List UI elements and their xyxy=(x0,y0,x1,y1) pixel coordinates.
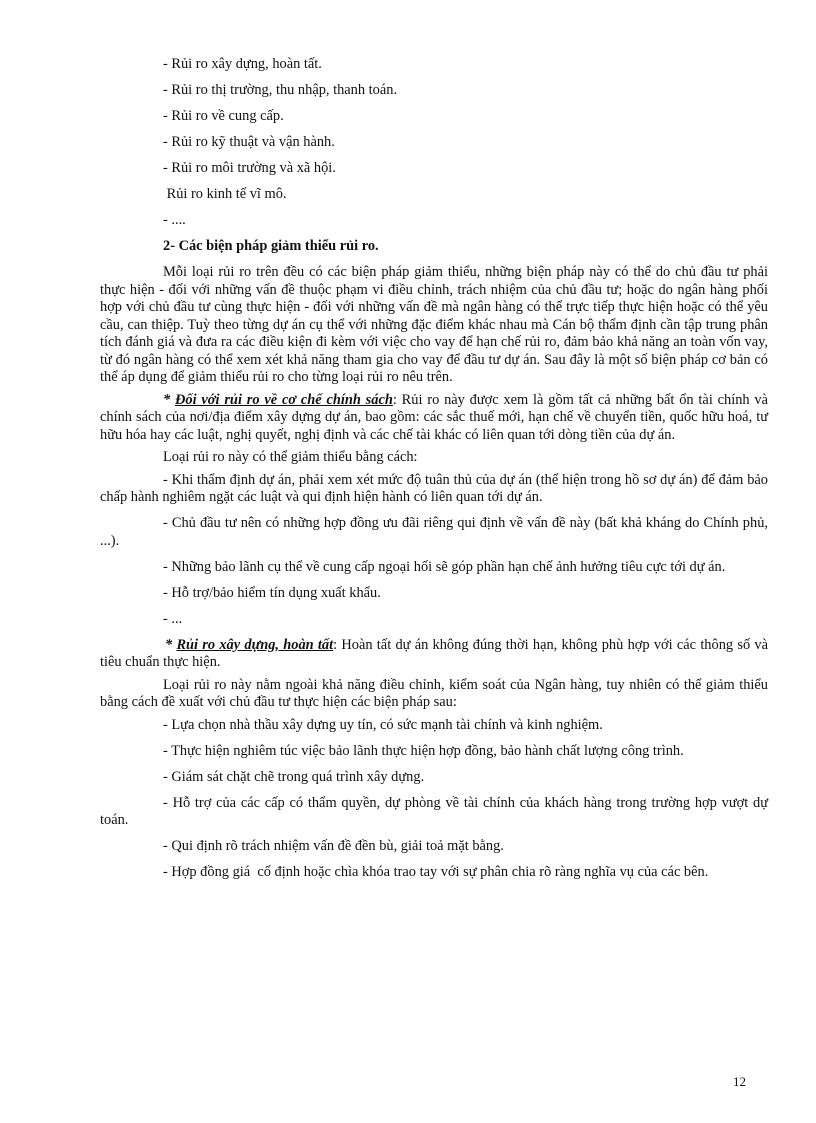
list-item: - ... xyxy=(163,610,183,627)
list-item: - Rủi ro xây dựng, hoàn tất. xyxy=(163,56,322,72)
policy-lead: Loại rủi ro này có thể giảm thiểu bằng cách: xyxy=(163,449,418,465)
page-number: 12 xyxy=(733,1074,746,1089)
list-item: - Hỗ trợ của các cấp có thẩm quyền, dự phòng về tài chính của khách hàng trong trường hợp vượt dự toán. xyxy=(100,794,768,828)
construction-paragraph xyxy=(100,637,768,672)
construction-title: Rủi ro xây dựng, hoàn tất xyxy=(176,636,334,653)
list-item: - Rủi ro về cung cấp. xyxy=(163,108,284,124)
list-item: - Qui định rõ trách nhiệm vấn đề đền bù, giải toả mặt bằng. xyxy=(163,838,504,854)
list-item: - Hỗ trợ/bảo hiểm tín dụng xuất khẩu. xyxy=(163,584,381,601)
policy-paragraph xyxy=(100,392,768,445)
list-item: - .... xyxy=(163,212,186,228)
construction-lead: Loại rủi ro này nằm ngoài khả năng điều chỉnh, kiểm soát của Ngân hàng, tuy nhiên có thể giảm thiểu bằng cách đề xuất với chủ đầu tư thực hiện các biện pháp sau: xyxy=(100,676,768,710)
list-item: - Rủi ro kỹ thuật và vận hành. xyxy=(163,134,335,150)
policy-text: Rủi ro này được xem là gồm tất cả những bất ổn tài chính và chính sách của nơi/địa điểm xây dựng dự án, bao gồm: các sắc thuế mới, hạn chế về chuyển tiền, quốc hữu hoá, tư hữu hóa hay các luật, nghị quyết, nghị định và các chế tài khác có liên quan tới dòng tiền của dự án. xyxy=(100,391,768,443)
section-heading: 2- Các biện pháp giảm thiểu rủi ro. xyxy=(163,238,379,254)
list-item: - Chủ đầu tư nên có những hợp đồng ưu đãi riêng qui định về vấn đề này (bất khả kháng do Chính phủ, ...). xyxy=(100,515,768,549)
intro-paragraph: Mỗi loại rủi ro trên đều có các biện pháp giảm thiểu, những biện pháp này có thể do chủ đầu tư phải thực hiện - đối với những vấn đề thuộc phạm vi điều chỉnh, trách nhiệm của chủ đầu tư; hoặc do ngân hàng phối hợp với chủ đầu tư cùng thực hiện - đối với những vấn đề mà ngân hàng có thể trực tiếp thực hiện hoặc có thể yêu cầu, can thiệp. Tuỳ theo từng dự án cụ thể với những đặc điểm khác nhau mà Cán bộ thẩm định cần tập trung phân tích đánh giá và đưa ra các điều kiện đi kèm với việc cho vay để hạn chế rủi ro, đảm bảo khả năng an toàn vốn vay, từ đó ngân hàng có thể xem xét khả năng tham gia cho vay để đầu tư dự án. Sau đây là một số biện pháp cơ bản có thể áp dụng để giảm thiểu rủi ro cho từng loại rủi ro nêu trên. xyxy=(100,264,768,385)
list-item: - Khi thẩm định dự án, phải xem xét mức độ tuân thủ của dự án (thể hiện trong hồ sơ dự án) để đảm bảo chấp hành nghiêm ngặt các luật và qui định hiện hành có liên quan tới dự án. xyxy=(100,471,768,505)
policy-star: * xyxy=(163,391,176,408)
construction-star: * xyxy=(165,636,177,653)
construction-colon: : xyxy=(333,636,338,653)
list-item: - Thực hiện nghiêm túc việc bảo lãnh thực hiện hợp đồng, bảo hành chất lượng công trình. xyxy=(163,742,684,759)
list-item: Rủi ro kinh tế vĩ mô. xyxy=(163,186,287,202)
list-item: - Rủi ro thị trường, thu nhập, thanh toán. xyxy=(163,82,398,98)
list-item: - Những bảo lãnh cụ thể về cung cấp ngoại hối sẽ góp phần hạn chế ảnh hưởng tiêu cực tới dự án. xyxy=(163,558,726,575)
policy-title: Đối với rủi ro về cơ chế chính sách xyxy=(175,391,393,408)
list-item: - Lựa chọn nhà thầu xây dựng uy tín, có sức mạnh tài chính và kinh nghiệm. xyxy=(163,716,603,733)
list-item: - Hợp đồng giá cố định hoặc chìa khóa trao tay với sự phân chia rõ ràng nghĩa vụ của các bên. xyxy=(163,864,709,880)
policy-colon: : xyxy=(392,391,397,408)
list-item: - Giám sát chặt chẽ trong quá trình xây dựng. xyxy=(163,768,425,785)
list-item: - Rủi ro môi trường và xã hội. xyxy=(163,160,336,176)
page-content xyxy=(100,56,768,882)
construction-text: Hoàn tất dự án không đúng thời hạn, không phù hợp với các thông số và tiêu chuẩn thực hiện. xyxy=(100,636,768,670)
